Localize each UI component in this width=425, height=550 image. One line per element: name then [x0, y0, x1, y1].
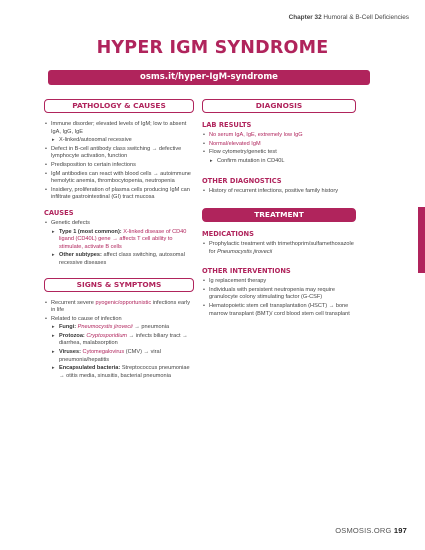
- causes-heading: CAUSES: [44, 208, 74, 217]
- list-item: • Hematopoietic stem cell transplantation (HSCT) → bone marrow transplant (BMT)/ cord blood stem cell transplant: [202, 303, 356, 318]
- list-item: • History of recurrent infections, positive family history: [202, 188, 356, 196]
- signs-symptoms-heading: SIGNS & SYMPTOMS: [44, 278, 194, 292]
- medication-text: Prophylactic treatment with trimethoprim/sulfamethoxazole for: [209, 240, 354, 255]
- signs-text: Recurrent severe: [51, 299, 94, 306]
- list-item: [44, 300, 194, 315]
- medications-list: [202, 241, 356, 256]
- viruses-label: Viruses:: [59, 349, 81, 356]
- list-item: [44, 229, 194, 252]
- footer-site: OSMOSIS.ORG: [335, 526, 392, 535]
- encapsulated-label: Encapsulated bacteria:: [59, 365, 121, 372]
- protozoa-organism: Cryptosporidium: [86, 332, 128, 339]
- causes-list: [44, 220, 194, 268]
- list-item: • Insidiery, proliferation of plasma cells producing IgM can infiltrate gastrointestinal (GI) tract mucosa: [44, 187, 194, 202]
- other-interventions-heading: OTHER INTERVENTIONS: [202, 267, 291, 276]
- list-item: • Related to cause of infection: [44, 316, 194, 324]
- chapter-side-tab: [418, 207, 425, 273]
- signs-list: [44, 300, 194, 381]
- other-interventions-list: [202, 278, 356, 318]
- pyogenic-text: pyogenic/opportunistic: [95, 299, 152, 306]
- list-item: • Immune disorder; elevated levels of IgM; low to absent IgA, IgG, IgE: [44, 121, 194, 136]
- type1-label: Type 1 (most common):: [59, 228, 122, 235]
- left-column: [44, 99, 194, 381]
- page-title: HYPER IGM SYNDROME: [96, 38, 329, 58]
- other-diagnostics-list: [202, 188, 356, 196]
- list-item: • Ig replacement therapy: [202, 278, 356, 286]
- list-item: • Genetic defects: [44, 220, 194, 228]
- list-item: • Predisposition to certain infections: [44, 162, 194, 170]
- chapter-title: Humoral & B-Cell Deficiencies: [323, 14, 409, 21]
- list-item: • No serum IgA, IgE, extremely low IgG: [202, 132, 356, 140]
- chapter-header: [289, 14, 409, 21]
- other-subtypes-text: affect class switching, autosomal recessive diseases: [59, 252, 185, 266]
- list-item: [44, 365, 194, 380]
- url-banner[interactable]: osms.it/hyper-IgM-syndrome: [48, 70, 370, 85]
- protozoa-effect: → infects biliary tract → diarrhea, malabsorption: [59, 332, 188, 347]
- list-item: • Individuals with persistent neutropenia may require granulocyte colony stimulating factor (G-CSF): [202, 287, 356, 302]
- list-item: [44, 333, 194, 348]
- list-item: [202, 241, 356, 256]
- right-column: [202, 99, 356, 319]
- list-item: • Defect in B-cell antibody class switching → defective lymphocyte activation, function: [44, 146, 194, 161]
- list-item: [44, 252, 194, 267]
- list-item: [44, 349, 194, 364]
- viruses-effect: (CMV) → viral pneumonia/hepatitis: [59, 349, 161, 363]
- encapsulated-text: Streptococcus pneumoniae → otitis media, sinusitis, bacterial pneumonia: [59, 365, 190, 379]
- fungi-organism: Pneumocystis jirovecii: [77, 324, 133, 331]
- medication-organism: Pneumocystis jirovecii: [217, 248, 273, 255]
- chapter-number: Chapter 32: [288, 14, 322, 21]
- list-item: ▸ X-linked/autosomal recessive: [44, 137, 194, 145]
- lab-results-list: [202, 132, 356, 165]
- page-number: 197: [393, 526, 407, 535]
- list-item: • Flow cytometry/genetic test: [202, 149, 356, 157]
- viruses-organism: Cytomegalovirus: [82, 349, 125, 356]
- list-item: • IgM antibodies can react with blood cells → autoimmune hemolytic anemia, thrombocytopenia, neutropenia: [44, 171, 194, 186]
- diagnosis-heading: DIAGNOSIS: [202, 99, 356, 113]
- treatment-heading: TREATMENT: [202, 208, 356, 222]
- other-subtypes-label: Other subtypes:: [59, 252, 102, 259]
- medications-heading: MEDICATIONS: [202, 229, 254, 238]
- lab-results-heading: LAB RESULTS: [202, 121, 252, 129]
- pathology-list: [44, 121, 194, 202]
- type1-gene-text: X-linked disease of CD40 ligand (CD40L) gene: [59, 228, 187, 243]
- list-item: ▸ Confirm mutation in CD40L: [202, 158, 356, 166]
- other-diagnostics-heading: OTHER DIAGNOSTICS: [202, 177, 282, 186]
- type1-effect-text: → affects T cell ability to stimulate, activate B cells: [59, 236, 173, 250]
- fungi-effect: → pneumonia: [134, 324, 170, 331]
- list-item: [44, 324, 194, 332]
- page-footer: [335, 526, 407, 535]
- fungi-label: Fungi:: [59, 324, 77, 331]
- protozoa-label: Protozoa:: [59, 332, 85, 339]
- signs-text: infections early in life: [51, 299, 191, 314]
- list-item: • Normal/elevated IgM: [202, 141, 356, 149]
- pathology-causes-heading: PATHOLOGY & CAUSES: [44, 99, 194, 113]
